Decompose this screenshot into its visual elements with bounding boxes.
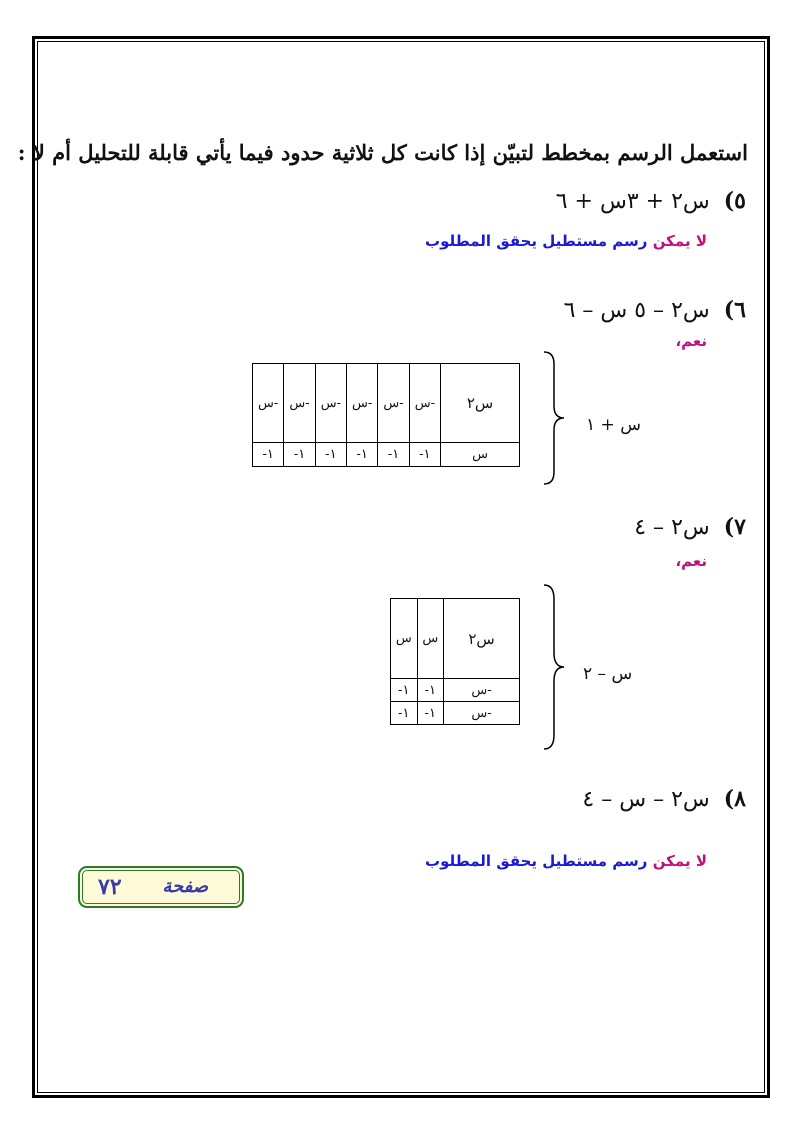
answer-8 [425,852,707,870]
tile: ١- [391,702,418,725]
answer-part2: رسم مستطيل يحقق المطلوب [425,232,648,250]
answer-part1: لا يمكن [652,852,707,870]
factor-6: س + ١ [586,415,641,435]
problem-5 [556,188,746,214]
tile: -س [284,364,315,443]
problem-number: ٦) [723,297,746,323]
instruction-text: استعمل الرسم بمخطط لتبيّن إذا كانت كل ثلاثية حدود فيما يأتي قابلة للتحليل أم لا : [17,140,748,165]
page-label: صفحة [162,876,208,897]
tile: -س [409,364,440,443]
answer-part1: لا يمكن [652,232,707,250]
problem-number: ٧) [723,514,746,540]
tile: ١- [409,443,440,467]
tile: ١- [391,679,418,702]
tile: ١- [284,443,315,467]
answer-7: نعم، [675,552,707,570]
problem-7 [634,514,746,540]
problem-expression: س٢ + ٣س + ٦ [555,189,710,214]
factor-7: س – ٢ [583,664,633,684]
tile: ١- [378,443,409,467]
page-number: ٧٢ [98,874,122,900]
page-number-box [78,866,244,908]
tile: ١- [417,702,444,725]
tile: س٢ [441,364,520,443]
brace-7 [540,583,570,751]
tile: -س [378,364,409,443]
algebra-tiles-7 [390,598,520,725]
brace-6 [540,350,570,486]
tile: -س [253,364,284,443]
problem-number: ٥) [723,188,746,214]
algebra-tiles-6 [252,363,520,467]
answer-6: نعم، [675,332,707,350]
tile: س [391,599,418,679]
tile: س [441,443,520,467]
tile: ١- [253,443,284,467]
problem-expression: س٢ – ٥ س – ٦ [563,298,710,323]
problem-6 [564,297,746,323]
tile: -س [315,364,346,443]
problem-expression: س٢ – س – ٤ [582,787,710,812]
tile: ١- [417,679,444,702]
tile: س٢ [444,599,520,679]
tile: -س [444,679,520,702]
answer-5 [425,232,707,250]
tile: ١- [315,443,346,467]
answer-part2: رسم مستطيل يحقق المطلوب [425,852,648,870]
tile: -س [444,702,520,725]
problem-8 [582,786,746,812]
problem-number: ٨) [723,786,746,812]
tile: -س [347,364,378,443]
tile: س [417,599,444,679]
tile: ١- [347,443,378,467]
problem-expression: س٢ – ٤ [634,515,710,540]
